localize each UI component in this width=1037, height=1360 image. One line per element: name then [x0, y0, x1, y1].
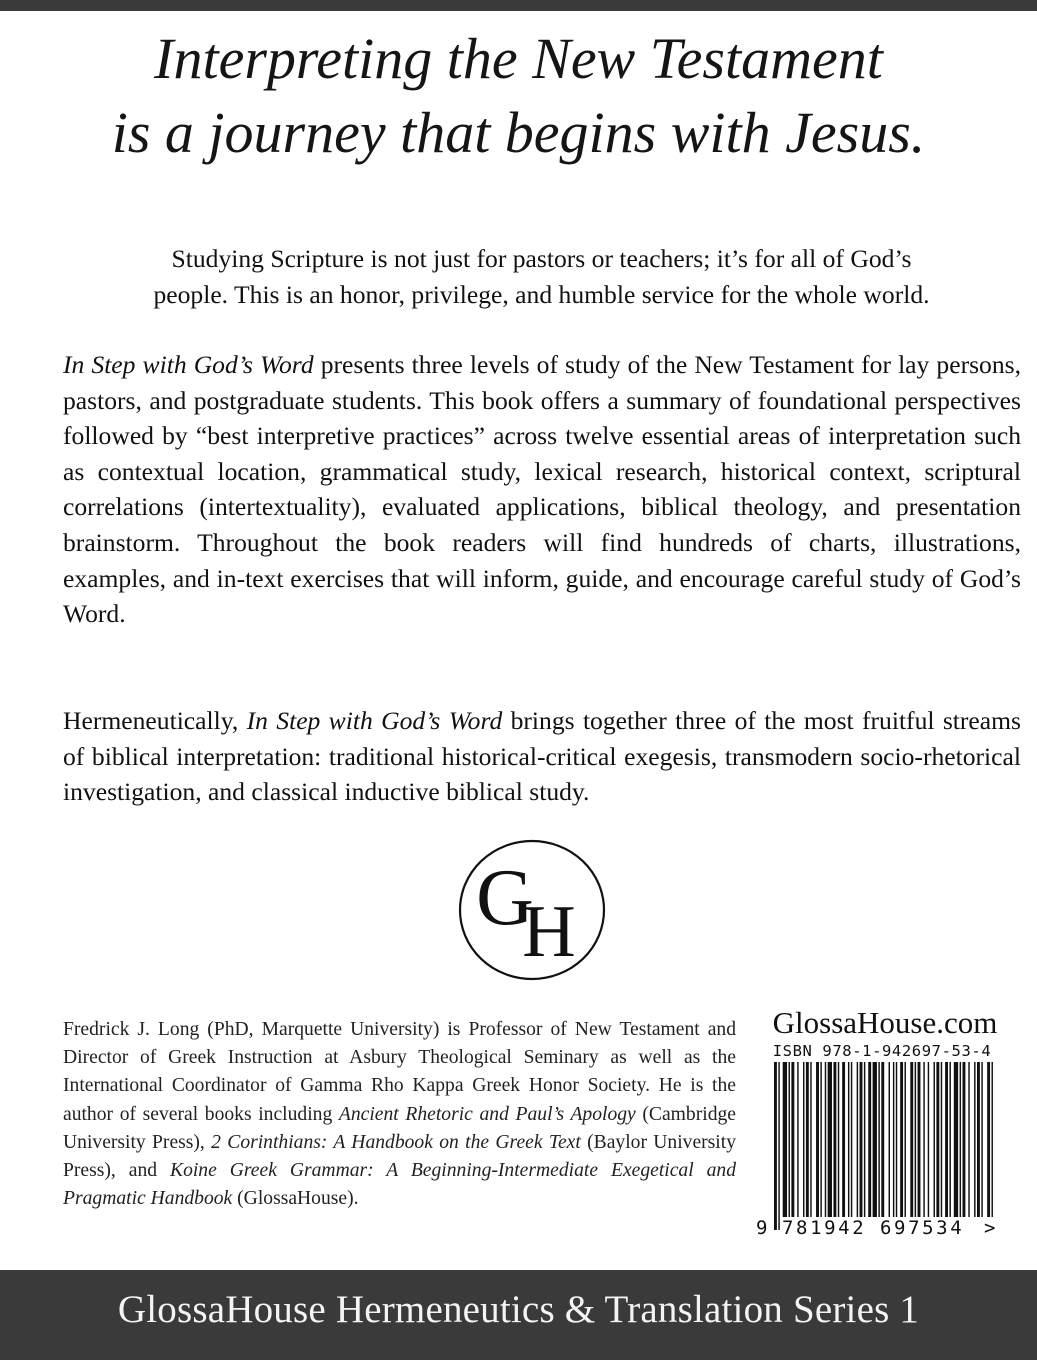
headline-line-1: Interpreting the New Testament	[154, 26, 883, 91]
barcode-bar	[954, 1062, 958, 1217]
barcode-bar	[820, 1062, 821, 1217]
intro-line-1: Studying Scripture is not just for pastors or teachers; it’s for all of God’s	[171, 244, 912, 273]
publisher-site: GlossaHouse.com	[772, 1005, 998, 1040]
barcode-bar	[936, 1062, 939, 1217]
bio-text-1: Fredrick J. Long (PhD, Marquette University) is Professor of New Testament and Director of Greek Instruction at Asbury Theological Seminary as well as the International Coordinator of Gamma Rho Kappa Greek Honor Society. He is the author of several books including	[63, 1019, 736, 1125]
barcode-bars	[756, 1062, 1008, 1232]
barcode-bar	[941, 1062, 942, 1217]
barcode-bar	[881, 1062, 884, 1217]
book-title: In Step with God’s Word	[63, 350, 314, 379]
barcode-bar	[893, 1062, 894, 1217]
intro-paragraph	[60, 241, 1023, 312]
barcode-bar	[816, 1062, 819, 1217]
isbn-barcode	[756, 1042, 1008, 1247]
headline-line-2: is a journey that begins with Jesus.	[111, 100, 926, 165]
barcode-bar	[806, 1062, 809, 1217]
barcode-bar	[977, 1062, 980, 1217]
barcode-bar	[934, 1062, 935, 1217]
barcode-bar	[945, 1062, 948, 1217]
logo-letter-g: G	[476, 854, 534, 942]
top-bar	[0, 0, 1037, 11]
barcode-bar	[789, 1062, 790, 1217]
barcode-bar	[923, 1062, 924, 1217]
intro-line-2: people. This is an honor, privilege, and humble service for the whole world.	[153, 279, 930, 309]
headline	[0, 22, 1037, 170]
glossahouse-logo	[457, 838, 607, 982]
barcode-bar	[905, 1062, 906, 1217]
logo-letter-h: H	[522, 891, 576, 973]
barcode-bar	[828, 1062, 832, 1217]
barcode-bar	[791, 1062, 794, 1217]
barcode-bar	[960, 1062, 961, 1217]
description-text: presents three levels of study of the New Testament for lay persons, pastors, and postgraduate students. This book offers a summary of foundational perspectives followed by “best interpretive practices” across twelve essential areas of interpretation such as contextual location, grammatical study, lexical research, historical context, scriptural correlations (intertextuality), evaluated applications, biblical theology, and presentation brainstorm. Throughout the book readers will find hundreds of charts, illustrations, examples, and in-text exercises that will inform, guide, and encourage careful study of God’s Word.	[63, 350, 1021, 629]
bio-book-3: Koine Greek Grammar: A Beginning-Intermediate Exegetical and Pragmatic Handbook	[63, 1160, 736, 1210]
barcode-bar	[968, 1062, 969, 1217]
barcode-bar	[803, 1062, 804, 1217]
barcode-bar	[900, 1062, 903, 1230]
barcode-bar	[873, 1062, 877, 1217]
book-title-2: In Step with God’s Word	[246, 706, 503, 735]
hermeneutics-paragraph	[63, 703, 1021, 810]
bio-book-2: 2 Corinthians: A Handbook on the Greek Text	[211, 1131, 581, 1153]
barcode-bar	[987, 1062, 990, 1230]
bio-book-1: Ancient Rhetoric and Paul’s Apology	[338, 1103, 636, 1125]
barcode-bar	[848, 1062, 849, 1217]
barcode-bar	[981, 1062, 982, 1217]
barcode-bar	[783, 1062, 787, 1217]
barcode-bar	[910, 1062, 913, 1217]
bio-text-4: (GlossaHouse).	[232, 1188, 359, 1210]
author-bio	[63, 1016, 736, 1213]
description-paragraph	[63, 347, 1021, 632]
barcode-bar	[857, 1062, 858, 1217]
barcode-bar	[992, 1062, 993, 1230]
barcode-bar	[949, 1062, 950, 1217]
barcode-bar	[833, 1062, 836, 1217]
barcode-bar	[778, 1062, 779, 1230]
barcode-bar	[878, 1062, 879, 1217]
barcode-bar	[842, 1062, 845, 1217]
bio-text-2: (Cambridge University Press),	[63, 1103, 736, 1153]
barcode-bar	[963, 1062, 966, 1217]
hermeneutics-text: brings together three of the most fruitful streams of biblical interpretation: traditional historical-critical exegesis, transmodern socio-rhetorical investigation, and classical inductive biblical study.	[63, 706, 1021, 807]
series-title: GlossaHouse Hermeneutics & Translation Series 1	[117, 1288, 920, 1331]
barcode-bar	[918, 1062, 921, 1217]
barcode-bar	[915, 1062, 916, 1217]
barcode-bar	[864, 1062, 865, 1217]
barcode-bar	[868, 1062, 871, 1217]
barcode-quiet-mark: >	[984, 1217, 996, 1239]
barcode-bar	[838, 1062, 839, 1217]
barcode-bar	[860, 1062, 863, 1217]
barcode-bar	[810, 1062, 811, 1217]
barcode-bar	[774, 1062, 777, 1230]
barcode-lead-digit: 9	[756, 1217, 768, 1239]
barcode-group-2: 697534	[880, 1217, 965, 1239]
bio-text-3: (Baylor University Press), and	[63, 1131, 736, 1182]
barcode-bar	[974, 1062, 975, 1217]
hermeneutics-lead: Hermeneutically,	[63, 706, 247, 735]
barcode-bar	[851, 1062, 852, 1217]
isbn-label: ISBN 978-1-942697-53-4	[772, 1042, 992, 1060]
barcode-bar	[825, 1062, 826, 1217]
barcode-bar	[797, 1062, 798, 1217]
barcode-bar	[896, 1062, 897, 1217]
barcode-bar	[889, 1062, 890, 1217]
barcode-group-1: 781942	[782, 1217, 867, 1239]
barcode-bar	[928, 1062, 929, 1217]
